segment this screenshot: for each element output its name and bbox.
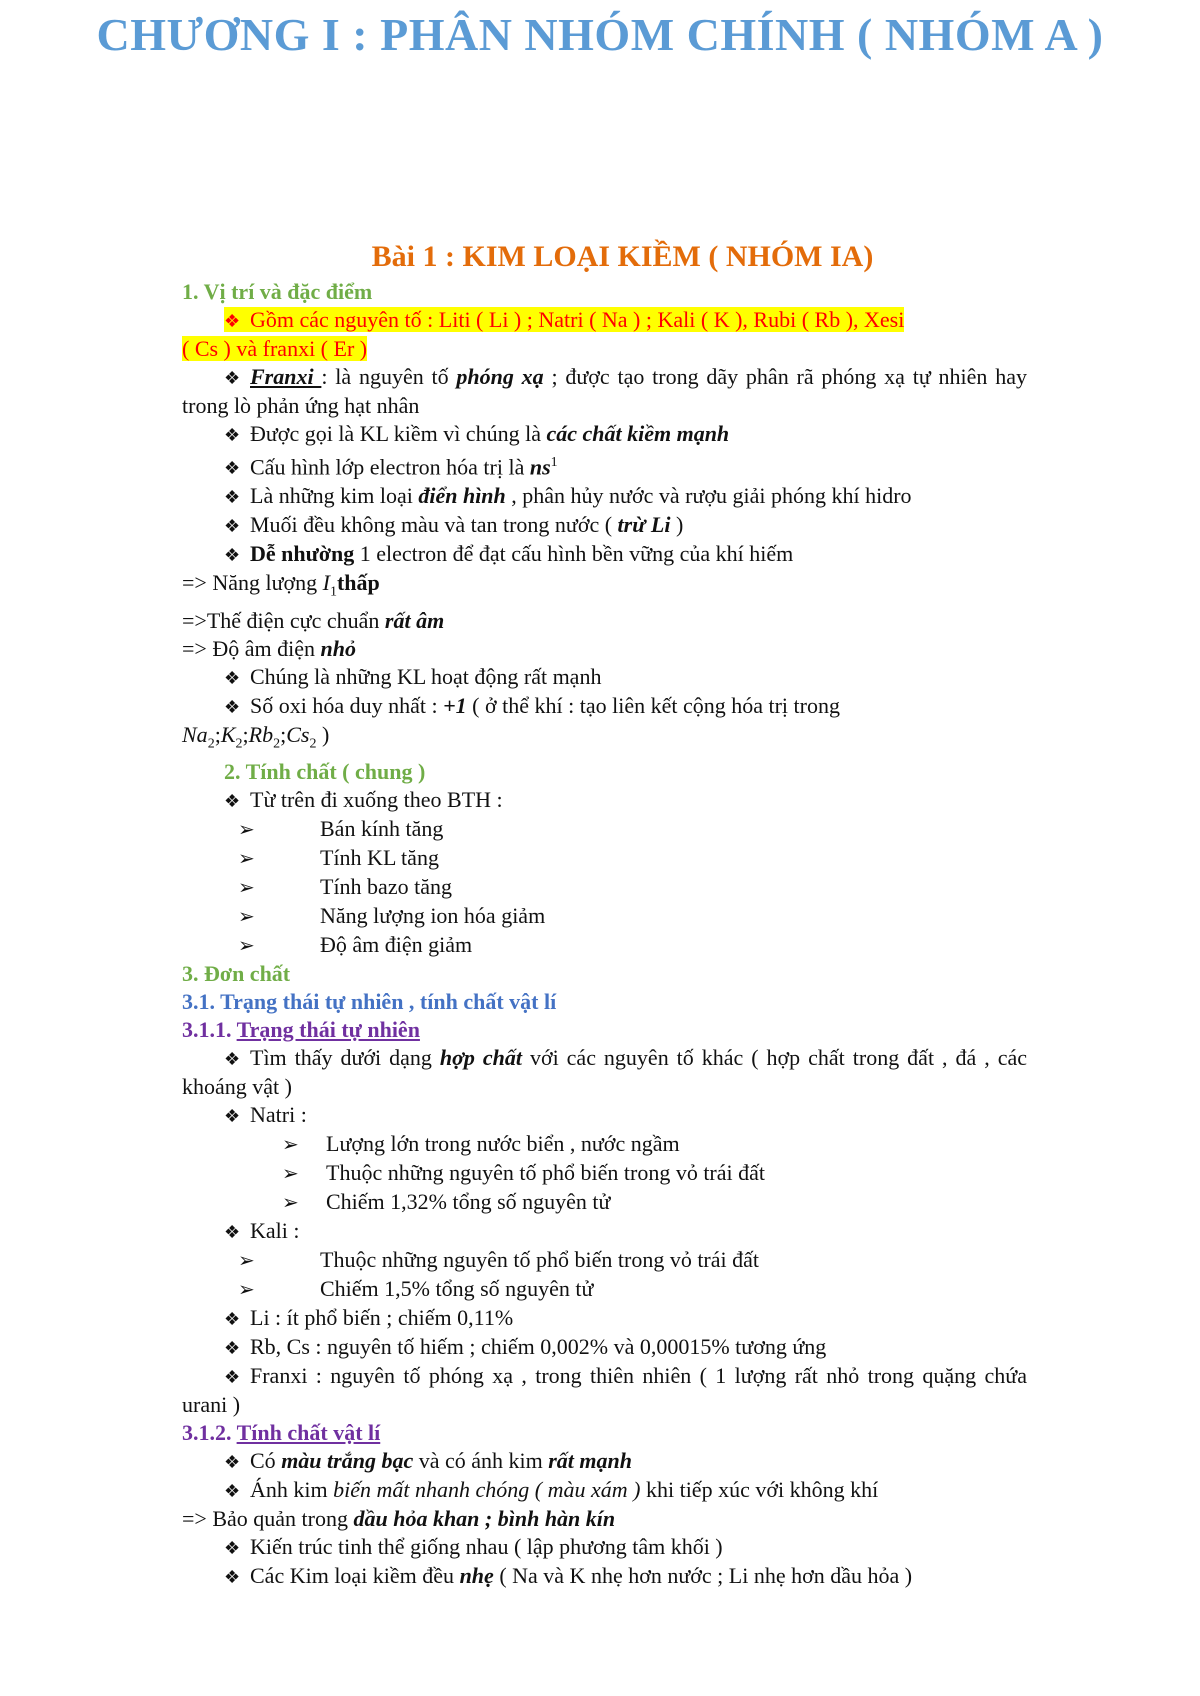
arrow-bullet-icon: ➢ [282,1192,299,1215]
bullet-item: ❖ Các Kim loại kiềm đều nhẹ ( Na và K nhẹ hơn nước ; Li nhẹ hơn dầu hỏa ) [182,1562,1027,1591]
section-heading-1: 1. Vị trí và đặc điểm [182,279,373,304]
diamond-bullet-icon: ❖ [224,545,241,566]
diamond-bullet-icon: ❖ [224,1222,241,1243]
paragraph-franxi-nature: ❖ Franxi : nguyên tố phóng xạ , trong thiên nhiên ( 1 lượng rất nhỏ trong quặng chứa urani ) [182,1363,1027,1418]
arrow-item: ➢ Tính bazo tăng [182,873,1027,902]
diamond-bullet-icon: ❖ [224,696,241,717]
diamond-bullet-icon: ❖ [224,458,241,479]
arrow-bullet-icon: ➢ [238,1250,255,1273]
result-line: => Độ âm điện nhỏ [182,635,356,661]
diamond-bullet-icon: ❖ [224,1106,241,1127]
diamond-bullet-icon: ❖ [224,368,241,388]
bullet-item: ❖ Chúng là những KL hoạt động rất mạnh [182,663,1027,692]
diamond-bullet-icon: ❖ [224,1481,241,1502]
paragraph-elements: ❖ Gồm các nguyên tố : Liti ( Li ) ; Natri ( Na ) ; Kali ( K ), Rubi ( Rb ), Xesi ( Cs ) và franxi ( Er ) [182,307,905,361]
bullet-item: ❖ Được gọi là KL kiềm vì chúng là các chất kiềm mạnh [182,420,1027,449]
bullet-item: ❖ Có màu trắng bạc và có ánh kim rất mạnh [182,1447,1027,1476]
paragraph-oxidation: ❖ Số oxi hóa duy nhất : +1 ( ở thể khí : tạo liên kết cộng hóa trị trong $Na_2;K_2;Rb_2;Cs_2$ ) [182,692,840,752]
diamond-bullet-icon: ❖ [224,791,241,812]
arrow-item: ➢ Chiếm 1,5% tổng số nguyên tử [182,1275,1027,1304]
result-line: =>Thế điện cực chuẩn rất âm [182,607,445,633]
arrow-item: ➢ Thuộc những nguyên tố phổ biến trong vỏ trái đất [182,1159,1027,1188]
bullet-item: ❖ Là những kim loại điển hình , phân hủy nước và rượu giải phóng khí hidro [182,482,1027,511]
arrow-bullet-icon: ➢ [238,1279,255,1302]
subsubsection-heading: 3.1.1. Trạng thái tự nhiên [182,1017,420,1043]
diamond-bullet-icon: ❖ [224,1049,241,1070]
diamond-bullet-icon: ❖ [224,487,241,508]
diamond-bullet-icon: ❖ [224,1567,241,1588]
arrow-bullet-icon: ➢ [238,906,255,929]
diamond-bullet-icon: ❖ [224,311,241,331]
result-line: => Bảo quản trong dầu hỏa khan ; bình hàn kín [182,1506,616,1532]
arrow-bullet-icon: ➢ [238,819,255,842]
subsubsection-heading: 3.1.2. Tính chất vật lí [182,1420,381,1446]
arrow-item: ➢ Bán kính tăng [182,815,1027,844]
arrow-bullet-icon: ➢ [238,877,255,900]
diamond-bullet-icon: ❖ [224,1367,241,1388]
result-line: => Năng lượng $I_1thấp$ [182,570,380,600]
bullet-item: ❖ Kali : [182,1217,1027,1246]
lesson-title: Bài 1 : KIM LOẠI KIỀM ( NHÓM IA) [371,240,874,273]
bullet-item: ❖ Dễ nhường 1 electron để đạt cấu hình bền vững của khí hiếm [182,540,1027,569]
bullet-item: ❖ Ánh kim biến mất nhanh chóng ( màu xám ) khi tiếp xúc với không khí [182,1476,1027,1505]
arrow-item: ➢ Tính KL tăng [182,844,1027,873]
arrow-item: ➢ Độ âm điện giảm [182,931,1027,960]
section-heading-3: 3. Đơn chất [182,961,291,987]
bullet-item: ❖ Cấu hình lớp electron hóa trị là $ns^1$ [182,449,1027,482]
bullet-item: ❖ Muối đều không màu và tan trong nước ( trừ Li ) [182,511,1027,540]
subsection-heading: 3.1. Trạng thái tự nhiên , tính chất vật lí [182,989,557,1015]
bullet-item: ❖ Kiến trúc tinh thể giống nhau ( lập phương tâm khối ) [182,1533,1027,1562]
diamond-bullet-icon: ❖ [224,1338,241,1359]
arrow-item: ➢ Thuộc những nguyên tố phổ biến trong vỏ trái đất [182,1246,1027,1275]
chapter-title: CHƯƠNG I : PHÂN NHÓM CHÍNH ( NHÓM A ) [96,9,1104,60]
diamond-bullet-icon: ❖ [224,516,241,537]
lesson-content [182,278,1027,1591]
arrow-bullet-icon: ➢ [282,1134,299,1157]
bullet-item: ❖ Natri : [182,1101,1027,1130]
paragraph-franxi: ❖ Franxi : là nguyên tố phóng xạ ; được tạo trong dãy phân rã phóng xạ tự nhiên hay trong lò phản ứng hạt nhân [182,364,1027,418]
bullet-item: ❖ Từ trên đi xuống theo BTH : [182,786,1027,815]
bullet-item: ❖ Rb, Cs : nguyên tố hiếm ; chiếm 0,002% và 0,00015% tương ứng [182,1333,1027,1362]
arrow-bullet-icon: ➢ [238,935,255,958]
section-heading-2: 2. Tính chất ( chung ) [224,759,426,785]
diamond-bullet-icon: ❖ [224,1309,241,1330]
diamond-bullet-icon: ❖ [224,425,241,445]
arrow-item: ➢ Lượng lớn trong nước biển , nước ngầm [182,1130,1027,1159]
diamond-bullet-icon: ❖ [224,1452,241,1473]
arrow-bullet-icon: ➢ [238,848,255,871]
diamond-bullet-icon: ❖ [224,667,241,688]
bullet-item: ❖ Li : ít phổ biến ; chiếm 0,11% [182,1304,1027,1333]
paragraph-compound: ❖ Tìm thấy dưới dạng hợp chất với các nguyên tố khác ( hợp chất trong đất , đá , các khoáng vật ) [182,1045,1027,1100]
diamond-bullet-icon: ❖ [224,1538,241,1559]
arrow-item: ➢ Năng lượng ion hóa giảm [182,902,1027,931]
arrow-item: ➢ Chiếm 1,32% tổng số nguyên tử [182,1188,1027,1217]
arrow-bullet-icon: ➢ [282,1163,299,1186]
